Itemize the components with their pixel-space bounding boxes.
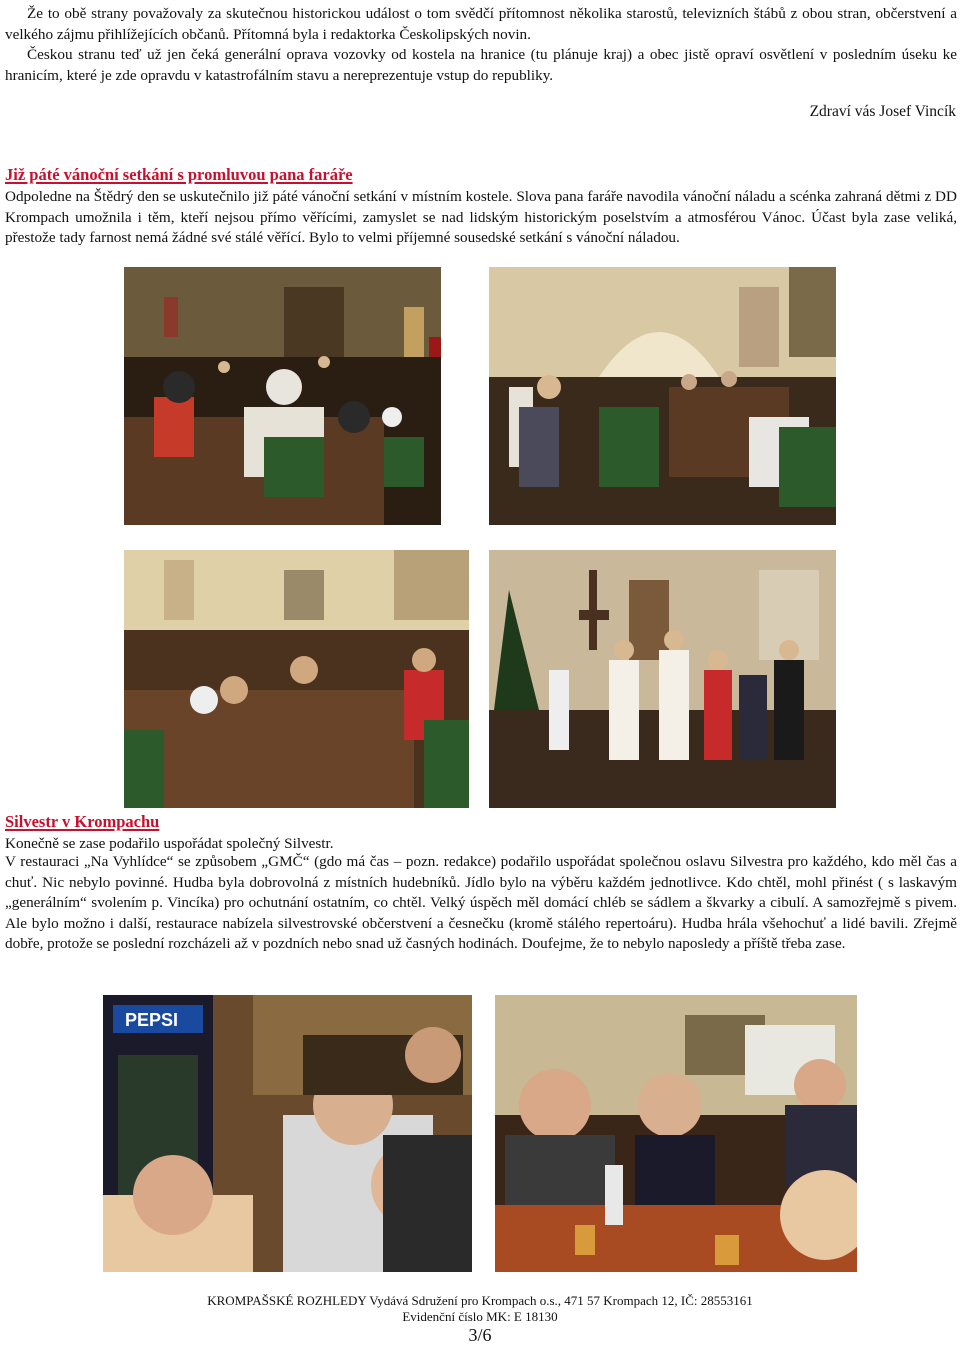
silvestr-intro-line: Konečně se zase podařilo uspořádat společný Silvestr. <box>5 835 334 852</box>
silvestr-paragraph: V restauraci „Na Vyhlídce“ se způsobem „GMČ“ (gdo má čas – pozn. redakce) podařilo uspořádat společnou oslavu Silvestra pro každého, kdo měl čas a chuť. Nic nebylo povinné. Hudba byla dobrovolná z místních hudebníků. Jídlo bylo na výběru každém jednotlivce. Kdo chtěl, mohl přinést ( s laskavým „generálním“ svolením p. Vincíka) pro ochutnání ostatním, co chtěl. Velký úspěch měl domácí chléb se sádlem a škvarky a cibulí. A samozřejmě s pivem. Ale bylo možno i další, restaurace nabízela silvestrovské občerstvení a česnečku (kromě stálého repertoáru). Hudba hrála všehochuť a lidé bavili. Zřejmě dobře, protože se poslední rozcházeli až v pozdních nebo snad už časných hodinách. Doufejme, že to nebylo naposledy a příště třeba zase. <box>5 853 957 952</box>
footer-publisher: KROMPAŠSKÉ ROZHLEDY Vydává Sdružení pro Krompach o.s., 471 57 Krompach 12, IČ: 28553161 <box>207 1293 753 1308</box>
intro-paragraph-2: Českou stranu teď už jen čeká generální oprava vozovky od kostela na hranice (tu plánuje kraj) a obec jistě opraví osvětlení v posledním úseku ke hranicím, které je zde opravdu v katastrofálním stavu a nereprezentuje vstup do republiky. <box>5 46 957 84</box>
photo-silvestr-musicians <box>103 995 472 1272</box>
christmas-heading: Již páté vánoční setkání s promluvou pana faráře <box>5 165 353 184</box>
photo-church-children <box>124 550 469 808</box>
photo-church-nave <box>489 267 836 525</box>
photo-church-congregation <box>124 267 441 525</box>
pepsi-sign: PEPSI <box>125 1010 179 1030</box>
intro-paragraph-1: Že to obě strany považovaly za skutečnou historickou událost o tom svědčí přítomnost několika starostů, televizních štábů z obou stran, občerstvení a velkého zájmu přihlížejících občanů. Přítomná byla i redaktorka Českolipských novin. <box>5 5 957 43</box>
footer-registration: Evidenční číslo MK: E 18130 <box>402 1309 558 1324</box>
silvestr-heading: Silvestr v Krompachu <box>5 812 160 831</box>
photo-church-nativity-play <box>489 550 836 808</box>
christmas-paragraph: Odpoledne na Štědrý den se uskutečnilo již páté vánoční setkání v místním kostele. Slova pana faráře navodila vánoční náladu a scénka zahraná dětmi z DD Krompach umožnila i těm, kteří nejsou přímo věřícími, zamyslet se nad lidským historickým poselstvím a atmosférou Vánoc. Účast byla zase veliká, přestože tady farnost nemá žádné své stálé věřící. Bylo to velmi příjemné sousedské setkání s vánoční náladou. <box>5 188 957 246</box>
photo-silvestr-table <box>495 995 857 1272</box>
page-number: 3/6 <box>468 1325 492 1345</box>
signature: Zdraví vás Josef Vincík <box>809 103 956 120</box>
